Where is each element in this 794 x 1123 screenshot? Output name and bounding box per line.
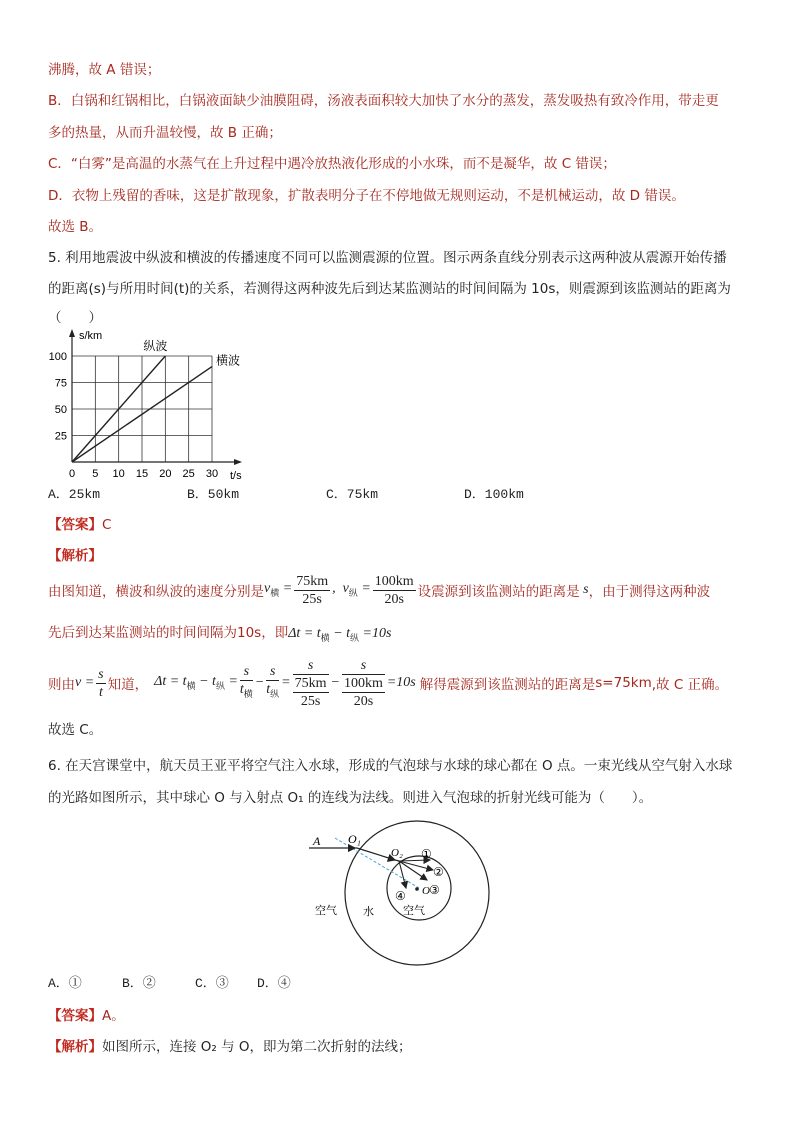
x-tick-label: 30 <box>205 468 219 480</box>
solution-line-2: 先后到达某监测站的时间间隔为10s，即$\Delta t = t_横 - t_纵 =10s$ <box>48 625 392 643</box>
water-sphere <box>345 821 489 965</box>
x-tick-label: 25 <box>182 468 195 480</box>
answer-tag: 【答案】 <box>48 517 102 533</box>
option-d: D．④ <box>257 976 291 991</box>
text-line: C．“白雾”是高温的水蒸气在上升过程中遇冷放热液化形成的小水珠，而不是凝华，故 C 错误； <box>48 156 616 172</box>
label-o2: O₂ <box>391 847 403 859</box>
series-label-1: 纵波 <box>143 339 168 353</box>
solution-text: ，由于测得这两种波 <box>588 584 711 600</box>
final-choice: 故选 C。 <box>48 722 103 738</box>
option-a: A．① <box>48 976 82 991</box>
question-6-text: 的光路如图所示，其中球心 O 与入射点 O₁ 的连线为法线。则进入气泡球的折射光线可能为（ ）。 <box>48 790 653 806</box>
y-axis-label: s/km <box>79 330 103 342</box>
fraction: $\frac{100km}{20s}$ <box>374 573 414 607</box>
x-tick-label: 15 <box>135 468 149 480</box>
label-o: O <box>422 885 430 897</box>
text-line: 沸腾，故 A 错误； <box>48 62 161 78</box>
solution-text: 由图知道，横波和纵波的速度分别是 <box>48 584 264 600</box>
text-line: D．衣物上残留的香味，这是扩散现象，扩散表明分子在不停地做无规则运动，不是机械运动，故 D 错误。 <box>48 188 685 204</box>
question-5-text: 5. 利用地震波中纵波和横波的传播速度不同可以监测震源的位置。图示两条直线分别表示这两种波从震源开始传播 <box>48 250 727 266</box>
label-ray-4: ④ <box>395 889 406 903</box>
analysis-tag: 【解析】 <box>48 548 102 564</box>
x-axis-label: t/s <box>230 470 242 482</box>
label-air-outside: 空气 <box>315 904 337 917</box>
analysis-line: 【解析】如图所示，连接 O₂ 与 O，即为第二次折射的法线； <box>48 1039 412 1055</box>
question-5-text: （ ） <box>48 310 102 326</box>
text-line: 故选 B。 <box>48 219 103 235</box>
solution-line-1: 由图知道，横波和纵波的速度分别是 $v_横$ = $\frac{75km}{25s}$ , $v_纵$ = $\frac{100km}{20s}$ 设震源到该监测站的距离是 s ，由于测得这两种波 <box>48 573 711 607</box>
label-ray-2: ② <box>433 865 444 879</box>
label-air-inside: 空气 <box>403 904 425 917</box>
label-a: A <box>313 834 321 848</box>
x-tick-label: 10 <box>112 468 125 480</box>
text-line: 多的热量，从而升温较慢，故 B 正确； <box>48 125 282 141</box>
wave-distance-time-chart <box>40 325 270 482</box>
option-b: B．50km <box>187 487 240 502</box>
ray-2 <box>399 861 433 870</box>
question-5-text: 的距离(s)与所用时间(t)的关系，若测得这两种波先后到达某监测站的时间间隔为 10s，则震源到该监测站的距离为 <box>48 281 731 297</box>
label-water: 水 <box>363 905 374 918</box>
fraction: $\frac{75km}{25s}$ <box>296 573 329 607</box>
option-b: B．② <box>122 976 156 991</box>
label-o1: O₁ <box>348 832 361 846</box>
option-c: C．③ <box>195 976 229 991</box>
bubble-refraction-diagram <box>305 818 505 976</box>
question-6-text: 6. 在天宫课堂中，航天员王亚平将空气注入水球，形成的气泡球与水球的球心都在 O 点。一束光线从空气射入水球 <box>48 758 733 774</box>
label-ray-1: ① <box>421 847 432 861</box>
answer-line <box>48 513 111 533</box>
y-tick-label: 50 <box>54 404 67 416</box>
option-d: D．100km <box>464 487 524 502</box>
answer-value: C <box>102 517 112 533</box>
x-tick-label: 20 <box>159 468 172 480</box>
center-point <box>415 887 419 891</box>
x-tick-label: 0 <box>68 468 76 480</box>
x-axis-arrow <box>234 459 242 465</box>
solution-line-3: 则由 v = $\frac{s}{t}$ 知道， $\Delta t = t_横 - t_纵$ = $\frac{s}{t_横}$ − $\frac{s}{t_纵}$ = s 75km 25s − s 100km 20s =10s 解得震源到该监测站的距离是 s=75km ,故 C 正确。 <box>48 657 729 709</box>
label-ray-3: ③ <box>429 883 440 897</box>
formula-v-transverse: $v_横$ = <box>264 581 293 598</box>
option-c: C．75km <box>326 487 379 502</box>
option-a: A．25km <box>48 487 101 502</box>
solution-text: 设震源到该监测站的距离是 <box>417 584 580 600</box>
analysis-tag-line <box>48 544 102 564</box>
y-tick-label: 25 <box>54 430 67 443</box>
series-label-2: 横波 <box>216 353 241 368</box>
text-line: B．白锅和红锅相比，白锅液面缺少油膜阻碍，汤液表面积较大加快了水分的蒸发，蒸发吸热有致冷作用，带走更 <box>48 93 719 109</box>
y-tick-label: 75 <box>54 377 67 390</box>
x-tick-label: 5 <box>92 468 99 480</box>
y-tick-label: 100 <box>48 351 67 363</box>
answer-line: 【答案】A。 <box>48 1008 125 1024</box>
y-axis-arrow <box>69 329 75 337</box>
